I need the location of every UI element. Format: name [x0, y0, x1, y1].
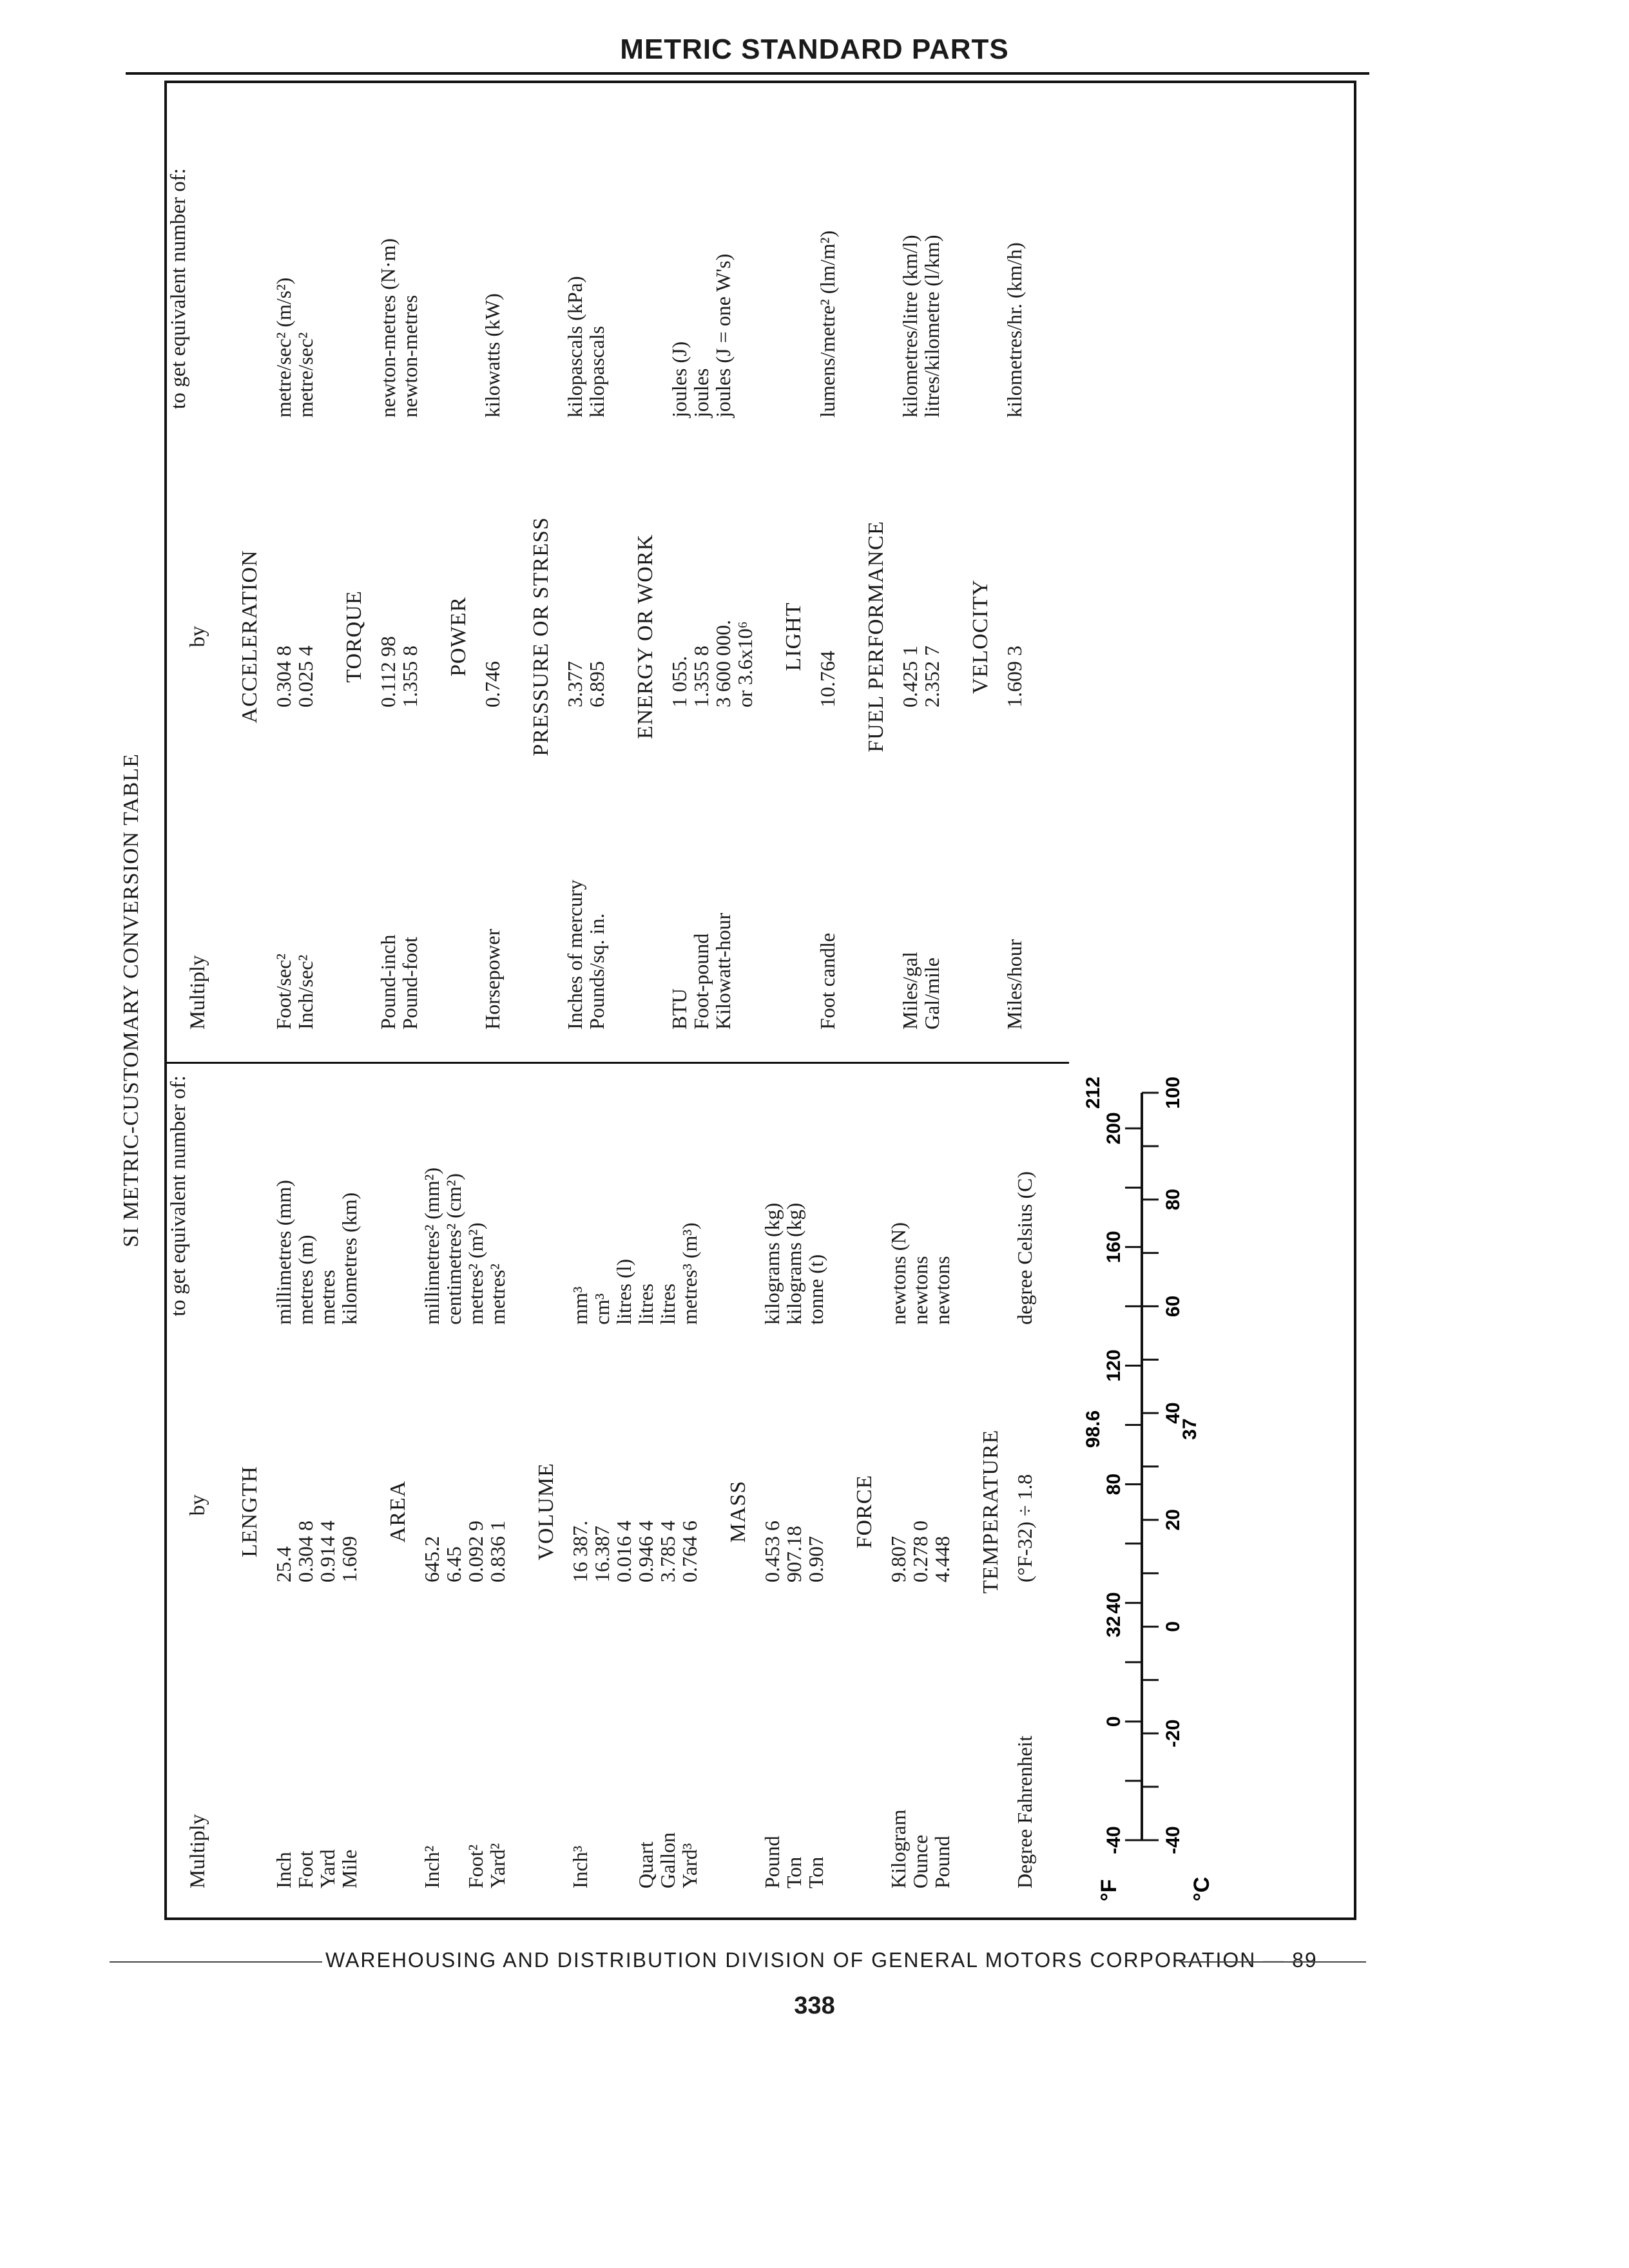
- conversion-table: [164, 81, 1356, 1920]
- conversion-factor: 10.764: [816, 651, 839, 707]
- fahrenheit-label: 212: [1083, 1076, 1104, 1110]
- table-row: [338, 1080, 360, 1917]
- equivalent-unit: kilograms (kg): [782, 1202, 805, 1325]
- equivalent-unit: millimetres² (mm²): [420, 1167, 443, 1325]
- column-divider: [167, 1062, 1069, 1064]
- table-row: [761, 1080, 783, 1917]
- section-heading-torque: TORQUE: [342, 590, 366, 683]
- equivalent-unit: litres (l): [612, 1258, 635, 1325]
- conversion-factor: 0.425 1: [898, 646, 921, 707]
- right-get-header: to get equivalent number of:: [167, 168, 190, 409]
- page-footer: [0, 1948, 1629, 1974]
- fahrenheit-label: 120: [1103, 1349, 1124, 1382]
- multiply-unit: Pound: [930, 1836, 954, 1888]
- celsius-label: 37: [1179, 1418, 1200, 1440]
- equivalent-unit: litres: [634, 1283, 657, 1325]
- multiply-unit: Yard³: [678, 1843, 701, 1888]
- section-heading-energy-or-work: ENERGY OR WORK: [633, 533, 657, 740]
- table-row: [712, 224, 734, 1062]
- multiply-unit: BTU: [668, 988, 691, 1030]
- table-row: [1014, 1080, 1036, 1917]
- equivalent-unit: tonne (t): [804, 1254, 827, 1325]
- table-row: [481, 224, 503, 1062]
- table-row: [734, 224, 756, 1062]
- table-row: [294, 224, 316, 1062]
- section-heading-volume: VOLUME: [534, 1463, 558, 1561]
- table-row: [377, 224, 399, 1062]
- conversion-factor: 6.45: [442, 1546, 465, 1582]
- equivalent-unit: newtons: [930, 1256, 954, 1325]
- table-row: [635, 1080, 657, 1917]
- equivalent-unit: newton-metres (N·m): [376, 238, 400, 418]
- equivalent-unit: metres (m): [294, 1235, 317, 1325]
- section-heading-power: POWER: [447, 597, 470, 677]
- table-row: [931, 1080, 953, 1917]
- table-row: [690, 224, 712, 1062]
- celsius-label: -40: [1162, 1826, 1184, 1854]
- celsius-label: 0: [1162, 1621, 1184, 1632]
- section-heading-velocity: VELOCITY: [969, 579, 992, 694]
- table-row: [586, 224, 608, 1062]
- conversion-factor: 9.807: [887, 1536, 910, 1582]
- multiply-unit: Kilogram: [887, 1809, 910, 1888]
- conversion-factor: 2.352 7: [920, 646, 943, 707]
- conversion-factor: 1.609 3: [1003, 646, 1026, 707]
- equivalent-unit: joules: [689, 368, 713, 418]
- table-title: SI METRIC-CUSTOMARY CONVERSION TABLE: [119, 753, 143, 1247]
- equivalent-unit: cm³: [590, 1293, 613, 1325]
- equivalent-unit: newtons: [909, 1256, 932, 1325]
- equivalent-unit: metres² (m²): [464, 1222, 487, 1325]
- section-heading-pressure-or-stress: PRESSURE OR STRESS: [529, 517, 553, 756]
- table-row: [816, 224, 838, 1062]
- conversion-factor: (°F-32) ÷ 1.8: [1013, 1474, 1036, 1582]
- conversion-factor: 0.304 8: [294, 1521, 317, 1582]
- conversion-factor: 0.025 4: [294, 646, 317, 707]
- multiply-unit: Mile: [338, 1849, 361, 1888]
- equivalent-unit: lumens/metre² (lm/m²): [816, 230, 839, 418]
- table-row: [805, 1080, 827, 1917]
- multiply-unit: Foot candle: [816, 932, 839, 1030]
- fahrenheit-unit-label: °F: [1097, 1879, 1121, 1901]
- table-row: [399, 224, 421, 1062]
- multiply-unit: Ton: [782, 1856, 805, 1888]
- multiply-unit: Inches of mercury: [563, 879, 586, 1030]
- multiply-unit: Foot: [294, 1850, 317, 1888]
- equivalent-unit: metres: [316, 1269, 339, 1325]
- conversion-factor: 907.18: [782, 1526, 805, 1582]
- conversion-factor: 0.746: [481, 661, 504, 707]
- section-heading-length: LENGTH: [238, 1466, 262, 1557]
- multiply-unit: Horsepower: [481, 928, 504, 1030]
- multiply-unit: Gallon: [656, 1832, 679, 1888]
- conversion-factor: 3.377: [563, 661, 586, 707]
- equivalent-unit: metres²: [486, 1264, 509, 1325]
- fahrenheit-label: 0: [1103, 1716, 1124, 1727]
- equivalent-unit: joules (J = one W's): [711, 253, 735, 418]
- conversion-factor: 0.278 0: [909, 1521, 932, 1582]
- table-row: [909, 1080, 931, 1917]
- multiply-unit: Foot²: [464, 1844, 487, 1888]
- fahrenheit-label: -40: [1103, 1826, 1124, 1854]
- right-multiply-header: Multiply: [186, 955, 209, 1030]
- page-number: 338: [794, 1992, 835, 2019]
- conversion-factor: 0.764 6: [678, 1521, 701, 1582]
- section-heading-mass: MASS: [726, 1480, 750, 1543]
- conversion-factor: 1.609: [338, 1536, 361, 1582]
- footer-rule-right: [1179, 1961, 1366, 1963]
- section-heading-acceleration: ACCELERATION: [238, 550, 262, 724]
- equivalent-unit: kilometres/hr. (km/h): [1003, 242, 1026, 418]
- multiply-unit: Ton: [804, 1856, 827, 1888]
- page-header-title: METRIC STANDARD PARTS: [620, 34, 1009, 65]
- celsius-label: 80: [1162, 1189, 1184, 1211]
- multiply-unit: Yard²: [486, 1843, 509, 1888]
- conversion-factor: 16.387: [590, 1526, 613, 1582]
- multiply-unit: Yard: [316, 1849, 339, 1888]
- table-row: [1003, 224, 1025, 1062]
- rotated-table-region: [119, 81, 1356, 1920]
- equivalent-unit: kilometres (km): [338, 1192, 361, 1325]
- table-row: [679, 1080, 700, 1917]
- conversion-factor: 0.907: [804, 1536, 827, 1582]
- conversion-factor: 1 055.: [668, 656, 691, 707]
- table-row: [887, 1080, 909, 1917]
- celsius-unit-label: °C: [1190, 1876, 1214, 1901]
- conversion-factor: 25.4: [272, 1546, 295, 1582]
- equivalent-unit: metre/sec² (m/s²): [272, 277, 295, 418]
- equivalent-unit: kilopascals (kPa): [563, 276, 586, 418]
- celsius-label: 100: [1162, 1076, 1184, 1110]
- conversion-factor: 645.2: [420, 1536, 443, 1582]
- equivalent-unit: kilowatts (kW): [481, 293, 504, 418]
- table-row: [564, 224, 586, 1062]
- fahrenheit-label: 32: [1103, 1615, 1124, 1638]
- footer-text: WAREHOUSING AND DISTRIBUTION DIVISION OF GENERAL MOTORS CORPORATION — 89: [325, 1948, 1318, 1972]
- fahrenheit-label: 80: [1103, 1473, 1124, 1495]
- table-row: [613, 1080, 635, 1917]
- equivalent-unit: newtons (N): [887, 1222, 910, 1325]
- header-rule: [126, 72, 1369, 75]
- table-row: [273, 1080, 294, 1917]
- equivalent-unit: newton-metres: [398, 294, 421, 418]
- equivalent-unit: degree Celsius (C): [1013, 1171, 1036, 1325]
- fahrenheit-label: 40: [1103, 1592, 1124, 1614]
- equivalent-unit: metre/sec²: [294, 332, 317, 418]
- multiply-unit: Inch²: [420, 1845, 443, 1888]
- table-row: [783, 1080, 805, 1917]
- fahrenheit-label: 160: [1103, 1231, 1124, 1264]
- table-row: [921, 224, 943, 1062]
- table-row: [465, 1080, 487, 1917]
- multiply-unit: Inch³: [568, 1845, 592, 1888]
- multiply-unit: Ounce: [909, 1834, 932, 1888]
- conversion-factor: 0.836 1: [486, 1521, 509, 1582]
- conversion-factor: 6.895: [585, 661, 608, 707]
- section-heading-force: FORCE: [853, 1474, 876, 1549]
- celsius-label: 60: [1162, 1295, 1184, 1318]
- left-get-header: to get equivalent number of:: [167, 1075, 190, 1316]
- left-by-header: by: [186, 1494, 209, 1516]
- equivalent-unit: kilopascals: [585, 325, 608, 418]
- conversion-factor: or 3.6x10⁶: [733, 621, 757, 707]
- conversion-factor: 0.092 9: [464, 1521, 487, 1582]
- right-by-header: by: [186, 626, 209, 648]
- multiply-unit: Inch/sec²: [294, 954, 317, 1030]
- multiply-unit: Quart: [634, 1841, 657, 1888]
- conversion-factor: 16 387.: [568, 1521, 592, 1582]
- multiply-unit: Miles/gal: [898, 952, 921, 1030]
- table-row: [273, 224, 294, 1062]
- section-heading-fuel-performance: FUEL PERFORMANCE: [864, 521, 888, 753]
- multiply-unit: Pound: [760, 1836, 784, 1888]
- multiply-unit: Foot-pound: [689, 933, 713, 1030]
- conversion-factor: 0.453 6: [760, 1521, 784, 1582]
- left-multiply-header: Multiply: [186, 1814, 209, 1888]
- temperature-dial: [1066, 1061, 1220, 1917]
- table-row: [657, 1080, 679, 1917]
- fahrenheit-label: 98.6: [1083, 1410, 1104, 1448]
- conversion-factor: 0.304 8: [272, 646, 295, 707]
- section-heading-light: LIGHT: [782, 602, 805, 671]
- section-heading-temperature: TEMPERATURE: [979, 1429, 1003, 1594]
- equivalent-unit: kilometres/litre (km/l): [898, 235, 921, 418]
- table-row: [899, 224, 921, 1062]
- celsius-label: -20: [1162, 1719, 1184, 1747]
- footer-rule-left: [110, 1961, 322, 1963]
- table-row: [487, 1080, 508, 1917]
- conversion-factor: 4.448: [930, 1536, 954, 1582]
- equivalent-unit: mm³: [568, 1286, 592, 1325]
- conversion-factor: 3 600 000.: [711, 620, 735, 707]
- equivalent-unit: centimetres² (cm²): [442, 1173, 465, 1325]
- multiply-unit: Gal/mile: [920, 957, 943, 1030]
- table-row: [591, 1080, 613, 1917]
- equivalent-unit: litres: [656, 1283, 679, 1325]
- conversion-factor: 1.355 8: [398, 646, 421, 707]
- celsius-label: 20: [1162, 1509, 1184, 1531]
- section-heading-area: AREA: [386, 1480, 410, 1543]
- conversion-factor: 0.946 4: [634, 1521, 657, 1582]
- multiply-unit: Inch: [272, 1852, 295, 1888]
- conversion-factor: 3.785 4: [656, 1521, 679, 1582]
- table-row: [443, 1080, 465, 1917]
- fahrenheit-label: 200: [1103, 1112, 1124, 1145]
- table-row: [668, 224, 690, 1062]
- equivalent-unit: metres³ (m³): [678, 1222, 701, 1325]
- multiply-unit: Miles/hour: [1003, 939, 1026, 1030]
- celsius-label: 40: [1162, 1402, 1184, 1424]
- table-row: [294, 1080, 316, 1917]
- conversion-factor: 0.112 98: [376, 636, 400, 707]
- table-row: [316, 1080, 338, 1917]
- equivalent-unit: kilograms (kg): [760, 1202, 784, 1325]
- multiply-unit: Foot/sec²: [272, 953, 295, 1030]
- table-row: [421, 1080, 443, 1917]
- multiply-unit: Pound-inch: [376, 934, 400, 1030]
- conversion-factor: 0.914 4: [316, 1521, 339, 1582]
- multiply-unit: Degree Fahrenheit: [1013, 1735, 1036, 1888]
- equivalent-unit: millimetres (mm): [272, 1180, 295, 1325]
- table-row: [569, 1080, 591, 1917]
- conversion-factor: 0.016 4: [612, 1521, 635, 1582]
- multiply-unit: Pounds/sq. in.: [585, 913, 608, 1030]
- conversion-factor: 1.355 8: [689, 646, 713, 707]
- equivalent-unit: litres/kilometre (l/km): [920, 235, 943, 418]
- multiply-unit: Pound-foot: [398, 937, 421, 1030]
- equivalent-unit: joules (J): [668, 341, 691, 418]
- multiply-unit: Kilowatt-hour: [711, 912, 735, 1030]
